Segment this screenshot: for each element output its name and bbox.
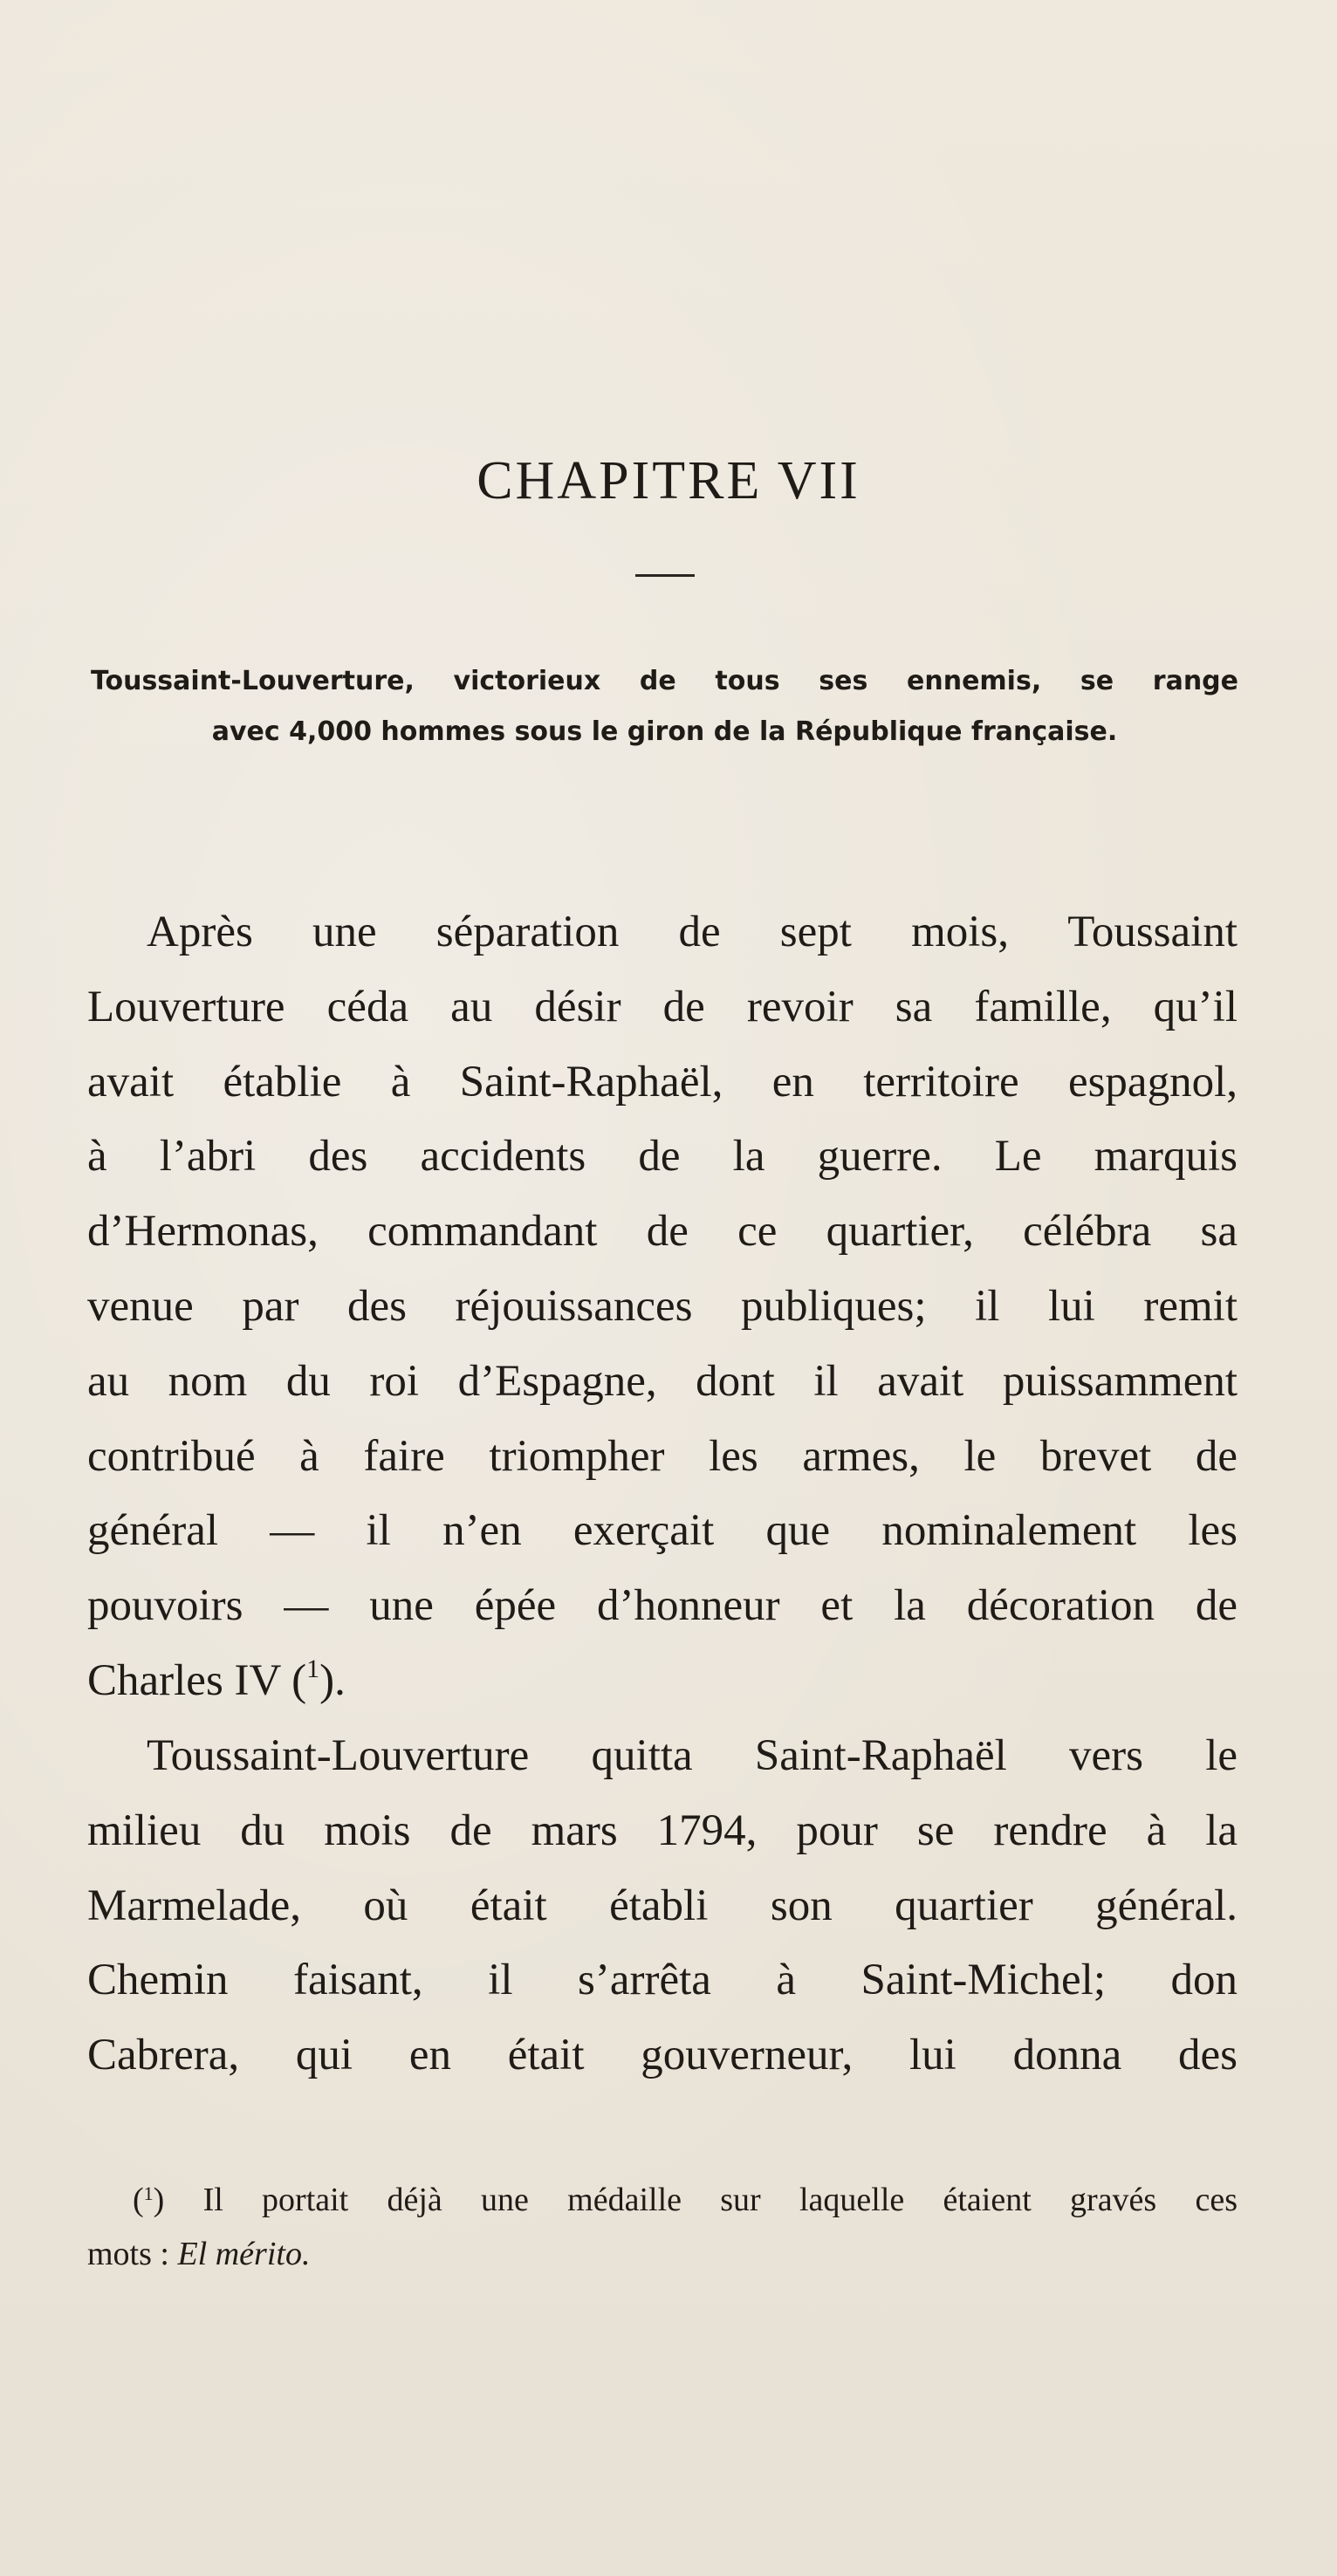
- text-line: avait établie à Saint-Raphaël, en territoire espagnol,: [87, 1057, 1238, 1106]
- text-line: d’Hermonas, commandant de ce quartier, célébra sa: [87, 1207, 1238, 1257]
- text-fragment: Charles IV (: [87, 1655, 307, 1705]
- paragraph-2: [87, 1719, 1238, 2093]
- text-line-last: [87, 1644, 1238, 1719]
- footnote-mark: ($^1$): [133, 2182, 165, 2218]
- chapter-title: CHAPITRE VII: [477, 451, 860, 510]
- text-line: Après une séparation de sept mois, Toussaint: [147, 908, 1238, 956]
- footnote-text: mots :: [87, 2236, 178, 2272]
- footnote-line: [87, 2173, 1238, 2227]
- paragraph-1: [87, 895, 1238, 1719]
- text-line: au nom du roi d’Espagne, dont il avait puissamment: [87, 1356, 1238, 1406]
- summary-line: avec 4,000 hommes sous le giron de la République française.: [211, 716, 1118, 747]
- footnote-reference[interactable]: 1: [306, 1654, 320, 1683]
- text-line: Cabrera, qui en était gouverneur, lui donna des: [87, 2031, 1238, 2080]
- footnote-italic-text: El mérito.: [177, 2236, 311, 2272]
- text-line: milieu du mois de mars 1794, pour se rendre à la: [87, 1805, 1238, 1855]
- text-line: Louverture céda au désir de revoir sa famille, qu’il: [87, 982, 1238, 1031]
- text-line: à l’abri des accidents de la guerre. Le marquis: [87, 1132, 1238, 1182]
- title-rule: [635, 574, 695, 577]
- text-fragment: ).: [319, 1655, 346, 1705]
- text-line: Marmelade, où était établi son quartier général.: [87, 1881, 1238, 1930]
- text-line: pouvoirs — une épée d’honneur et la décoration de: [87, 1581, 1238, 1631]
- footnote: [87, 2173, 1238, 2281]
- text-line: contribué à faire triompher les armes, le brevet de: [87, 1431, 1238, 1481]
- chapter-summary: [91, 656, 1238, 757]
- footnote-line: [87, 2227, 1238, 2281]
- text-line: Toussaint-Louverture quitta Saint-Raphaël vers le: [147, 1731, 1238, 1780]
- summary-line: Toussaint-Louverture, victorieux de tous ses ennemis, se range: [91, 666, 1238, 696]
- text-line: venue par des réjouissances publiques; il lui remit: [87, 1281, 1238, 1331]
- footnote-text: Il portait déjà une médaille sur laquelle étaient gravés ces: [202, 2182, 1238, 2218]
- text-line: général — il n’en exerçait que nominalement les: [87, 1506, 1238, 1556]
- text-line: Chemin faisant, il s’arrêta à Saint-Michel; don: [87, 1956, 1238, 2005]
